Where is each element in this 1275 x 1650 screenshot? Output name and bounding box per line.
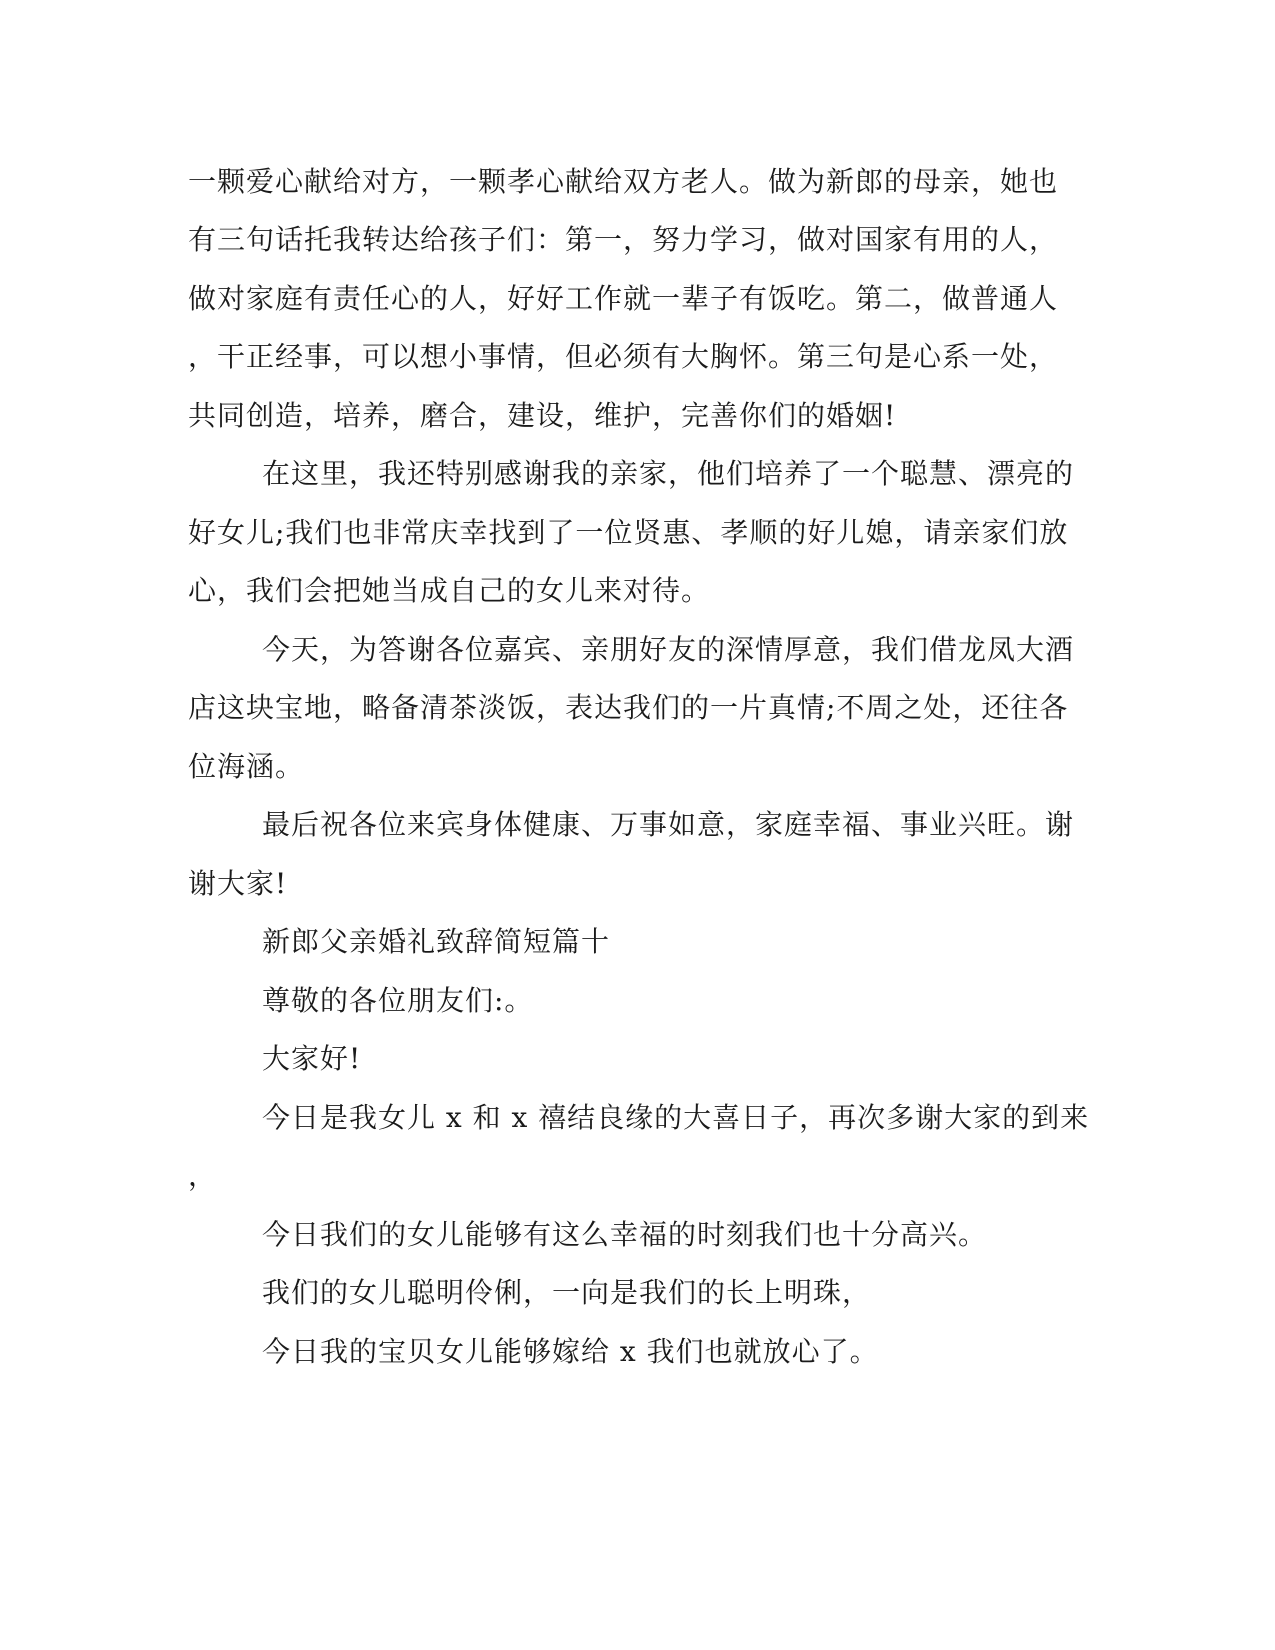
text-line: ， xyxy=(188,1159,218,1192)
text-line: 店这块宝地，略备清茶淡饭，表达我们的一片真情;不周之处，还往各 xyxy=(188,691,1069,724)
text-line: 位海涵。 xyxy=(188,750,305,783)
paragraph-start-line: 最后祝各位来宾身体健康、万事如意，家庭幸福、事业兴旺。谢 xyxy=(262,808,1075,841)
greeting-line: 大家好! xyxy=(262,1042,362,1075)
text-line: 有三句话托我转达给孩子们：第一，努力学习，做对国家有用的人， xyxy=(188,223,1059,256)
paragraph-start-line: 今天，为答谢各位嘉宾、亲朋好友的深情厚意，我们借龙凤大酒 xyxy=(262,633,1075,666)
text-line: 做对家庭有责任心的人，好好工作就一辈子有饭吃。第二，做普通人 xyxy=(188,282,1059,315)
text-line: 谢大家! xyxy=(188,867,288,900)
text-line: 好女儿;我们也非常庆幸找到了一位贤惠、孝顺的好儿媳，请亲家们放 xyxy=(188,516,1069,549)
paragraph-start-line: 今日我们的女儿能够有这么幸福的时刻我们也十分高兴。 xyxy=(262,1218,988,1251)
paragraph-start-line: 在这里，我还特别感谢我的亲家，他们培养了一个聪慧、漂亮的 xyxy=(262,457,1075,490)
text-line: 共同创造，培养，磨合，建设，维护，完善你们的婚姻! xyxy=(188,399,897,432)
section-heading: 新郎父亲婚礼致辞简短篇十 xyxy=(262,925,611,958)
text-line: 心，我们会把她当成自己的女儿来对待。 xyxy=(188,574,711,607)
paragraph-start-line: 我们的女儿聪明伶俐，一向是我们的长上明珠， xyxy=(262,1276,872,1309)
text-line: ，干正经事，可以想小事情，但必须有大胸怀。第三句是心系一处， xyxy=(188,340,1059,373)
text-line: 一颗爱心献给对方，一颗孝心献给双方老人。做为新郎的母亲，她也 xyxy=(188,165,1059,198)
paragraph-start-line: 今日我的宝贝女儿能够嫁给 x 我们也就放心了。 xyxy=(262,1335,879,1368)
salutation-line: 尊敬的各位朋友们:。 xyxy=(262,984,534,1017)
paragraph-start-line: 今日是我女儿 x 和 x 禧结良缘的大喜日子，再次多谢大家的到来 xyxy=(262,1101,1090,1134)
